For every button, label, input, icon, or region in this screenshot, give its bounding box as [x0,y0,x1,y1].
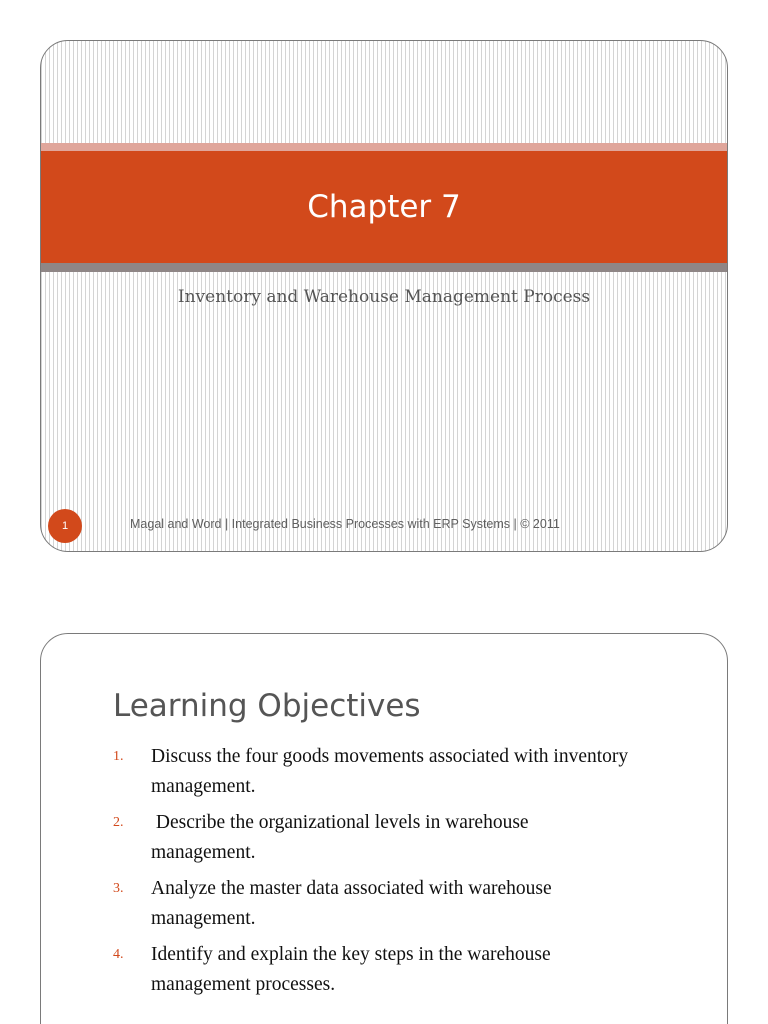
objectives-list [113,742,633,1006]
title-band-shadow [41,263,727,272]
list-item [113,874,633,934]
list-number: 2. [113,815,124,830]
list-item [113,940,633,1000]
title-slide [40,40,728,552]
title-band-highlight [41,143,727,151]
list-item-text: Analyze the master data associated with warehouse management. [151,878,552,929]
list-item-text: Discuss the four goods movements associated with inventory management. [151,746,629,797]
slide-title: Chapter 7 [307,189,461,225]
list-item [113,742,633,802]
list-number: 3. [113,881,124,896]
list-item-text: Identify and explain the key steps in the warehouse management processes. [151,944,551,995]
slide-subtitle: Inventory and Warehouse Management Process [177,287,591,307]
learning-objectives-slide [40,633,728,1024]
list-number: 1. [113,749,124,764]
list-number: 4. [113,947,124,962]
list-item-text: Describe the organizational levels in warehouse management. [151,812,534,863]
page-number-badge: 1 [48,509,82,543]
objectives-heading: Learning Objectives [113,688,421,724]
slide-footer: Magal and Word | Integrated Business Processes with ERP Systems | © 2011 [130,517,560,531]
list-item [113,808,633,868]
